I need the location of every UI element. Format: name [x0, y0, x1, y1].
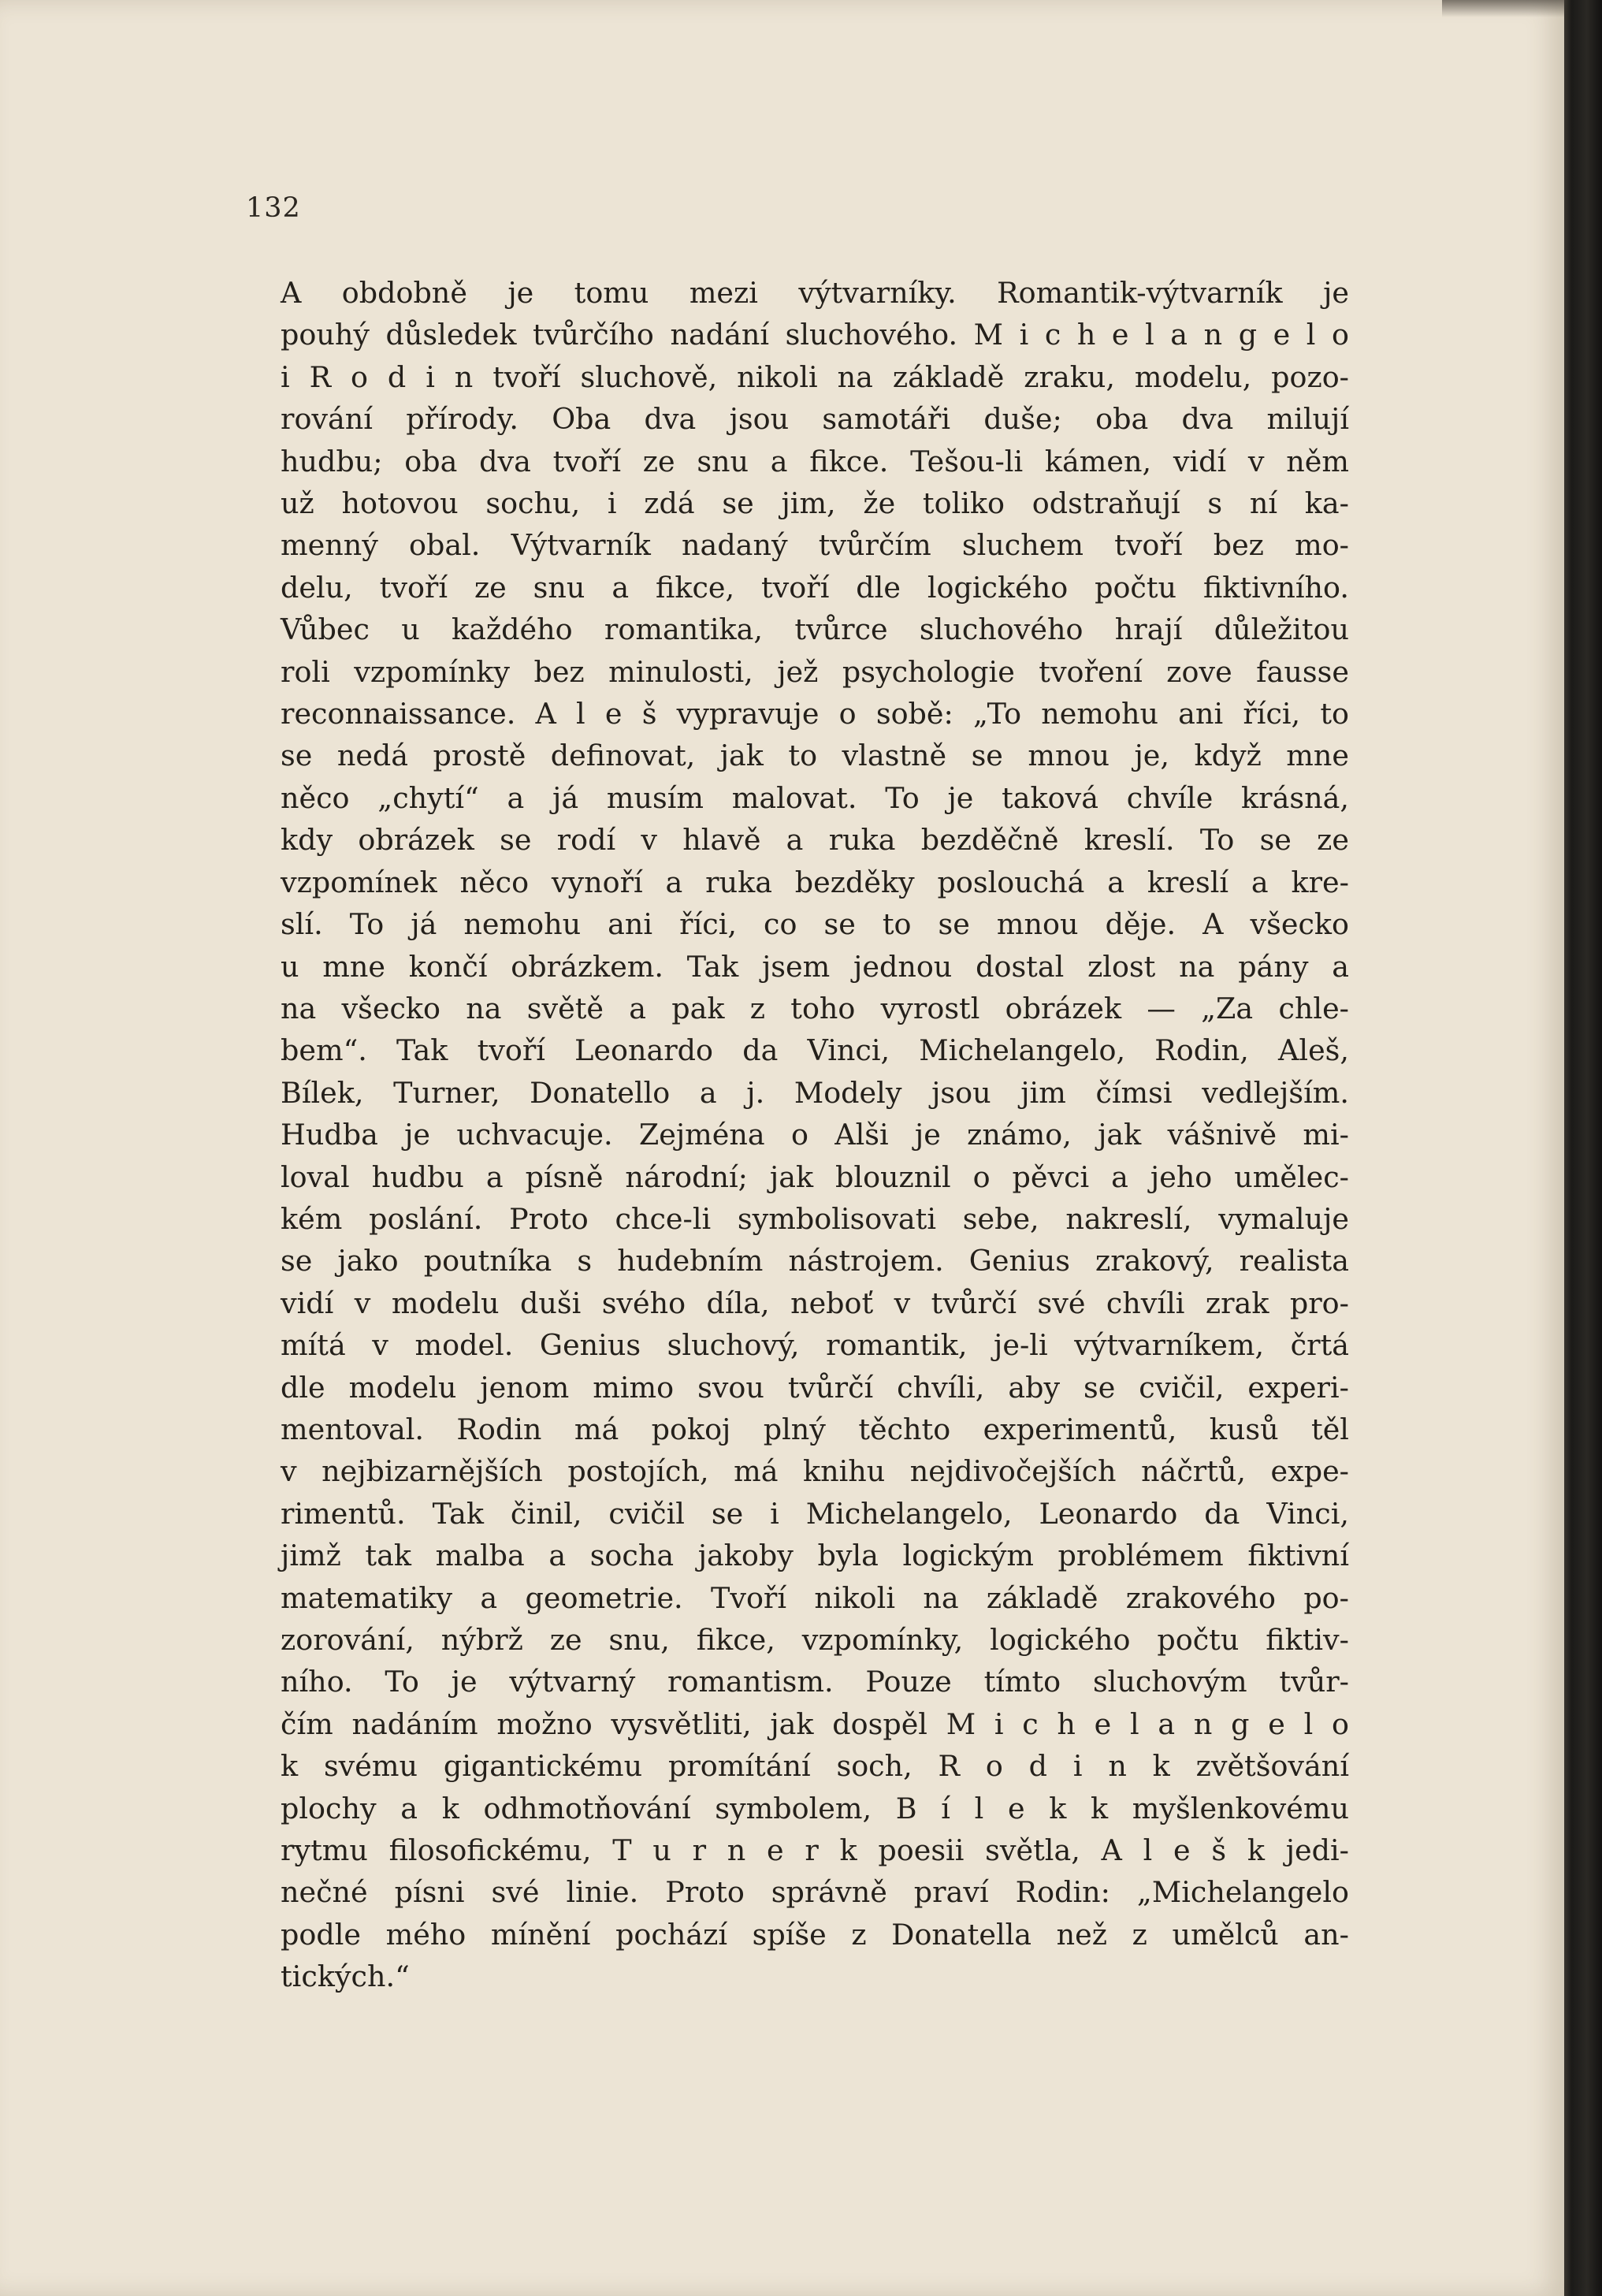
- text-line: vzpomínek něco vynoří a ruka bezděky poslouchá a kreslí a kre-: [281, 865, 1349, 899]
- text-line: dle modelu jenom mimo svou tvůrčí chvíli, aby se cvičil, experi-: [281, 1370, 1349, 1405]
- text-line: i R o d i n tvoří sluchově, nikoli na základě zraku, modelu, pozo-: [281, 359, 1349, 394]
- text-line: loval hudbu a písně národní; jak blouznil o pěvci a jeho umělec-: [281, 1159, 1349, 1194]
- text-line: zorování, nýbrž ze snu, fikce, vzpomínky, logického počtu fiktiv-: [281, 1623, 1349, 1657]
- page-number: 132: [246, 192, 301, 224]
- text-line: mentoval. Rodin má pokoj plný těchto experimentů, kusů těl: [281, 1412, 1349, 1446]
- text-line: roli vzpomínky bez minulosti, jež psychologie tvoření zove fausse: [281, 654, 1349, 689]
- page-corner-shadow: [1442, 0, 1568, 17]
- text-line: kdy obrázek se rodí v hlavě a ruka bezděčně kreslí. To se ze: [281, 823, 1349, 858]
- text-line: podle mého mínění pochází spíše z Donatella než z umělců an-: [281, 1917, 1349, 1952]
- text-line: Bílek, Turner, Donatello a j. Modely jsou jim čímsi vedlejším.: [281, 1075, 1349, 1110]
- text-line: plochy a k odhmotňování symbolem, B í l e k k myšlenkovému: [281, 1791, 1349, 1825]
- text-line: rimentů. Tak činil, cvičil se i Michelangelo, Leonardo da Vinci,: [281, 1496, 1349, 1531]
- text-line: u mne končí obrázkem. Tak jsem jednou dostal zlost na pány a: [281, 949, 1349, 984]
- text-line: rování přírody. Oba dva jsou samotáři duše; oba dva milují: [281, 402, 1349, 437]
- text-line: matematiky a geometrie. Tvoří nikoli na základě zrakového po-: [281, 1580, 1349, 1615]
- text-line: bem“. Tak tvoří Leonardo da Vinci, Michelangelo, Rodin, Aleš,: [281, 1033, 1349, 1068]
- text-line: slí. To já nemohu ani říci, co se to se mnou děje. A všecko: [281, 907, 1349, 942]
- text-line: Hudba je uchvacuje. Zejména o Alši je známo, jak vášnivě mi-: [281, 1118, 1349, 1152]
- text-line: k svému gigantickému promítání soch, R o d i n k zvětšování: [281, 1749, 1349, 1784]
- text-line: se jako poutníka s hudebním nástrojem. Genius zrakový, realista: [281, 1244, 1349, 1278]
- text-line: mítá v model. Genius sluchový, romantik, je-li výtvarníkem, črtá: [281, 1328, 1349, 1363]
- text-line-last: tických.“: [281, 1959, 410, 1994]
- text-line: rytmu filosofickému, T u r n e r k poesii světla, A l e š k jedi-: [281, 1833, 1349, 1868]
- text-line: čím nadáním možno vysvětliti, jak dospěl M i c h e l a n g e l o: [281, 1706, 1349, 1741]
- body-text: [281, 272, 1349, 1998]
- text-line: na všecko na světě a pak z toho vyrostl obrázek — „Za chle-: [281, 991, 1349, 1025]
- text-line: jimž tak malba a socha jakoby byla logickým problémem fiktivní: [281, 1539, 1349, 1573]
- text-line: něco „chytí“ a já musím malovat. To je taková chvíle krásná,: [281, 780, 1349, 815]
- text-line: vidí v modelu duši svého díla, neboť v tvůrčí své chvíli zrak pro-: [281, 1286, 1349, 1320]
- book-spine-edge: [1564, 0, 1602, 2296]
- text-line: reconnaissance. A l e š vypravuje o sobě: „To nemohu ani říci, to: [281, 697, 1349, 731]
- text-line: A obdobně je tomu mezi výtvarníky. Romantik-výtvarník je: [281, 276, 1349, 310]
- text-line: pouhý důsledek tvůrčího nadání sluchového. M i c h e l a n g e l o: [281, 318, 1349, 352]
- text-line: menný obal. Výtvarník nadaný tvůrčím sluchem tvoří bez mo-: [281, 528, 1349, 563]
- text-line: v nejbizarnějších postojích, má knihu nejdivočejších náčrtů, expe-: [281, 1454, 1349, 1489]
- text-line: ního. To je výtvarný romantism. Pouze tímto sluchovým tvůr-: [281, 1665, 1349, 1699]
- text-line: už hotovou sochu, i zdá se jim, že toliko odstraňují s ní ka-: [281, 486, 1349, 521]
- text-line: Vůbec u každého romantika, tvůrce sluchového hrají důležitou: [281, 612, 1349, 647]
- text-line: nečné písni své linie. Proto správně praví Rodin: „Michelangelo: [281, 1875, 1349, 1910]
- text-line: se nedá prostě definovat, jak to vlastně se mnou je, když mne: [281, 739, 1349, 773]
- text-line: hudbu; oba dva tvoří ze snu a fikce. Tešou-li kámen, vidí v něm: [281, 444, 1349, 478]
- text-line: kém poslání. Proto chce-li symbolisovati sebe, nakreslí, vymaluje: [281, 1201, 1349, 1236]
- text-line: delu, tvoří ze snu a fikce, tvoří dle logického počtu fiktivního.: [281, 570, 1349, 605]
